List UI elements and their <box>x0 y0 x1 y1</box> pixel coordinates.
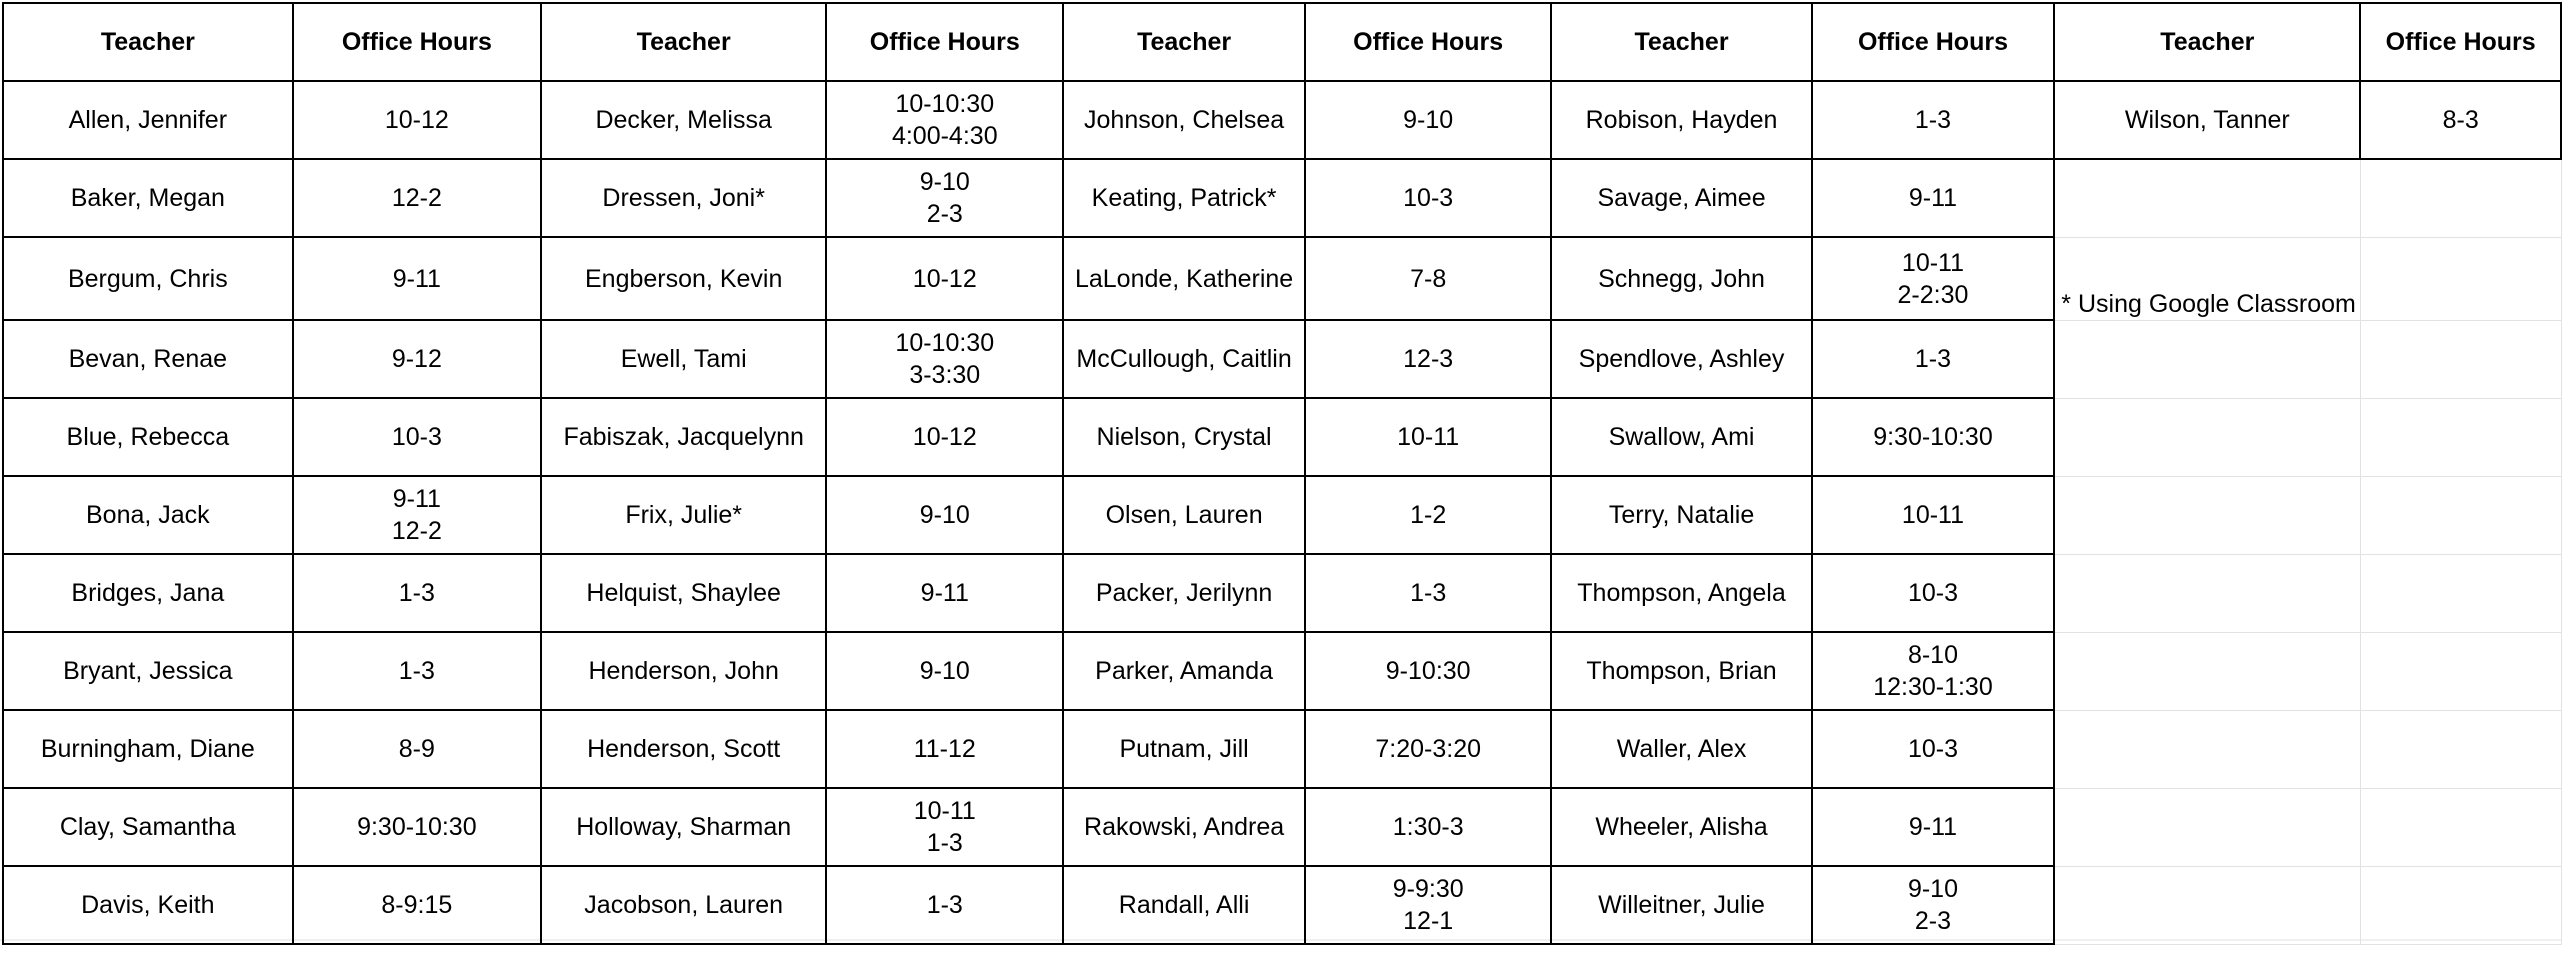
teacher-name-cell[interactable]: McCullough, Caitlin <box>1063 320 1305 398</box>
empty-cell[interactable] <box>2054 632 2360 710</box>
teacher-column-header[interactable]: Teacher <box>1063 3 1305 81</box>
empty-cell[interactable] <box>2360 632 2561 710</box>
teacher-name-cell[interactable]: Olsen, Lauren <box>1063 476 1305 554</box>
teacher-column-header[interactable]: Teacher <box>541 3 826 81</box>
teacher-name-cell[interactable]: Spendlove, Ashley <box>1551 320 1811 398</box>
office-hours-cell[interactable]: 9-10 2-3 <box>1812 866 2055 944</box>
empty-cell[interactable] <box>2360 476 2561 554</box>
table-row <box>3 237 2561 320</box>
office-hours-cell[interactable]: 9-11 <box>293 237 541 320</box>
teacher-name-cell[interactable]: Ewell, Tami <box>541 320 826 398</box>
office-hours-column-header[interactable]: Office Hours <box>2360 3 2561 81</box>
teacher-name-cell[interactable]: Terry, Natalie <box>1551 476 1811 554</box>
teacher-name-cell[interactable]: Wilson, Tanner <box>2054 81 2360 159</box>
empty-cell[interactable] <box>2360 710 2561 788</box>
office-hours-cell[interactable]: 8-10 12:30-1:30 <box>1812 632 2055 710</box>
teacher-name-cell[interactable]: Johnson, Chelsea <box>1063 81 1305 159</box>
empty-cell[interactable] <box>2054 320 2360 398</box>
empty-cell[interactable] <box>2360 398 2561 476</box>
teacher-name-cell[interactable]: Putnam, Jill <box>1063 710 1305 788</box>
office-hours-cell[interactable]: 10-10:30 3-3:30 <box>826 320 1063 398</box>
empty-cell[interactable] <box>2360 159 2561 237</box>
table-row <box>3 320 2561 398</box>
teacher-name-cell[interactable]: Parker, Amanda <box>1063 632 1305 710</box>
office-hours-cell[interactable]: 10-11 <box>1305 398 1551 476</box>
office-hours-cell[interactable]: 1-3 <box>293 554 541 632</box>
office-hours-cell[interactable]: 9-10 <box>1305 81 1551 159</box>
office-hours-cell[interactable]: 1-3 <box>826 866 1063 944</box>
office-hours-cell[interactable]: 12-3 <box>1305 320 1551 398</box>
teacher-name-cell[interactable]: Clay, Samantha <box>3 788 293 866</box>
teacher-name-cell[interactable]: Decker, Melissa <box>541 81 826 159</box>
teacher-name-cell[interactable]: Burningham, Diane <box>3 710 293 788</box>
teacher-name-cell[interactable]: Bona, Jack <box>3 476 293 554</box>
teacher-name-cell[interactable]: Randall, Alli <box>1063 866 1305 944</box>
office-hours-cell[interactable]: 8-3 <box>2360 81 2561 159</box>
teacher-name-cell[interactable]: Waller, Alex <box>1551 710 1811 788</box>
google-classroom-note[interactable]: * Using Google Classroom <box>2054 237 2360 320</box>
teacher-name-cell[interactable]: Engberson, Kevin <box>541 237 826 320</box>
table-row <box>3 159 2561 237</box>
office-hours-column-header[interactable]: Office Hours <box>1305 3 1551 81</box>
empty-cell[interactable] <box>2360 866 2561 944</box>
office-hours-cell[interactable]: 10-12 <box>826 398 1063 476</box>
teacher-name-cell[interactable]: Bergum, Chris <box>3 237 293 320</box>
teacher-column-header[interactable]: Teacher <box>1551 3 1811 81</box>
office-hours-cell[interactable]: 9-9:30 12-1 <box>1305 866 1551 944</box>
teacher-name-cell[interactable]: Keating, Patrick* <box>1063 159 1305 237</box>
teacher-name-cell[interactable]: Thompson, Angela <box>1551 554 1811 632</box>
office-hours-cell[interactable]: 11-12 <box>826 710 1063 788</box>
teacher-name-cell[interactable]: Baker, Megan <box>3 159 293 237</box>
office-hours-cell[interactable]: 9-11 12-2 <box>293 476 541 554</box>
office-hours-cell[interactable]: 10-12 <box>293 81 541 159</box>
office-hours-cell[interactable]: 10-3 <box>1812 710 2055 788</box>
office-hours-cell[interactable]: 1-3 <box>293 632 541 710</box>
teacher-name-cell[interactable]: Robison, Hayden <box>1551 81 1811 159</box>
office-hours-cell[interactable]: 1-3 <box>1812 320 2055 398</box>
teacher-name-cell[interactable]: Savage, Aimee <box>1551 159 1811 237</box>
office-hours-cell[interactable]: 10-3 <box>1305 159 1551 237</box>
teacher-name-cell[interactable]: Packer, Jerilynn <box>1063 554 1305 632</box>
empty-cell[interactable] <box>2054 710 2360 788</box>
office-hours-column-header[interactable]: Office Hours <box>826 3 1063 81</box>
office-hours-table <box>2 2 2562 945</box>
office-hours-cell[interactable]: 9-11 <box>1812 159 2055 237</box>
teacher-name-cell[interactable]: Bevan, Renae <box>3 320 293 398</box>
teacher-name-cell[interactable]: Davis, Keith <box>3 866 293 944</box>
teacher-name-cell[interactable]: Henderson, John <box>541 632 826 710</box>
table-row <box>3 554 2561 632</box>
table-row <box>3 81 2561 159</box>
office-hours-cell[interactable]: 9-11 <box>1812 788 2055 866</box>
teacher-column-header[interactable]: Teacher <box>3 3 293 81</box>
office-hours-cell[interactable]: 9-10 2-3 <box>826 159 1063 237</box>
header-row <box>3 3 2561 81</box>
table-row <box>3 710 2561 788</box>
empty-cell[interactable] <box>2054 159 2360 237</box>
office-hours-cell[interactable]: 1:30-3 <box>1305 788 1551 866</box>
office-hours-cell[interactable]: 1-3 <box>1305 554 1551 632</box>
empty-cell[interactable] <box>2054 398 2360 476</box>
office-hours-cell[interactable]: 10-3 <box>1812 554 2055 632</box>
office-hours-column-header[interactable]: Office Hours <box>293 3 541 81</box>
teacher-name-cell[interactable]: Allen, Jennifer <box>3 81 293 159</box>
teacher-name-cell[interactable]: Rakowski, Andrea <box>1063 788 1305 866</box>
office-hours-cell[interactable]: 7:20-3:20 <box>1305 710 1551 788</box>
office-hours-cell[interactable]: 10-11 <box>1812 476 2055 554</box>
empty-cell[interactable] <box>2360 554 2561 632</box>
teacher-name-cell[interactable]: Swallow, Ami <box>1551 398 1811 476</box>
teacher-name-cell[interactable]: Wheeler, Alisha <box>1551 788 1811 866</box>
teacher-name-cell[interactable]: Henderson, Scott <box>541 710 826 788</box>
teacher-name-cell[interactable]: Blue, Rebecca <box>3 398 293 476</box>
empty-cell[interactable] <box>2360 320 2561 398</box>
office-hours-cell[interactable]: 9-10 <box>826 632 1063 710</box>
empty-cell[interactable] <box>2360 237 2561 320</box>
table-row <box>3 476 2561 554</box>
teacher-name-cell[interactable]: Willeitner, Julie <box>1551 866 1811 944</box>
office-hours-cell[interactable]: 9-10:30 <box>1305 632 1551 710</box>
empty-cell[interactable] <box>2054 866 2360 944</box>
office-hours-cell[interactable]: 9-10 <box>826 476 1063 554</box>
empty-cell[interactable] <box>2360 788 2561 866</box>
teacher-name-cell[interactable]: Jacobson, Lauren <box>541 866 826 944</box>
empty-cell[interactable] <box>2054 788 2360 866</box>
office-hours-cell[interactable]: 12-2 <box>293 159 541 237</box>
table-row <box>3 788 2561 866</box>
teacher-name-cell[interactable]: Nielson, Crystal <box>1063 398 1305 476</box>
table-row <box>3 632 2561 710</box>
teacher-name-cell[interactable]: Frix, Julie* <box>541 476 826 554</box>
teacher-name-cell[interactable]: Bryant, Jessica <box>3 632 293 710</box>
office-hours-cell[interactable]: 8-9:15 <box>293 866 541 944</box>
teacher-name-cell[interactable]: Holloway, Sharman <box>541 788 826 866</box>
teacher-name-cell[interactable]: Bridges, Jana <box>3 554 293 632</box>
teacher-name-cell[interactable]: LaLonde, Katherine <box>1063 237 1305 320</box>
office-hours-column-header[interactable]: Office Hours <box>1812 3 2055 81</box>
office-hours-cell[interactable]: 7-8 <box>1305 237 1551 320</box>
empty-cell[interactable] <box>2054 476 2360 554</box>
office-hours-cell[interactable]: 9-12 <box>293 320 541 398</box>
office-hours-cell[interactable]: 1-3 <box>1812 81 2055 159</box>
office-hours-cell[interactable]: 9:30-10:30 <box>1812 398 2055 476</box>
teacher-name-cell[interactable]: Fabiszak, Jacquelynn <box>541 398 826 476</box>
office-hours-cell[interactable]: 8-9 <box>293 710 541 788</box>
teacher-column-header[interactable]: Teacher <box>2054 3 2360 81</box>
teacher-name-cell[interactable]: Helquist, Shaylee <box>541 554 826 632</box>
empty-cell[interactable] <box>2054 554 2360 632</box>
office-hours-cell[interactable]: 9:30-10:30 <box>293 788 541 866</box>
office-hours-cell[interactable]: 10-12 <box>826 237 1063 320</box>
teacher-name-cell[interactable]: Dressen, Joni* <box>541 159 826 237</box>
office-hours-cell[interactable]: 10-11 1-3 <box>826 788 1063 866</box>
office-hours-cell[interactable]: 10-11 2-2:30 <box>1812 237 2055 320</box>
table-row <box>3 866 2561 944</box>
table-row <box>3 398 2561 476</box>
office-hours-cell[interactable]: 1-2 <box>1305 476 1551 554</box>
teacher-name-cell[interactable]: Schnegg, John <box>1551 237 1811 320</box>
office-hours-cell[interactable]: 9-11 <box>826 554 1063 632</box>
office-hours-cell[interactable]: 10-10:30 4:00-4:30 <box>826 81 1063 159</box>
teacher-name-cell[interactable]: Thompson, Brian <box>1551 632 1811 710</box>
office-hours-cell[interactable]: 10-3 <box>293 398 541 476</box>
